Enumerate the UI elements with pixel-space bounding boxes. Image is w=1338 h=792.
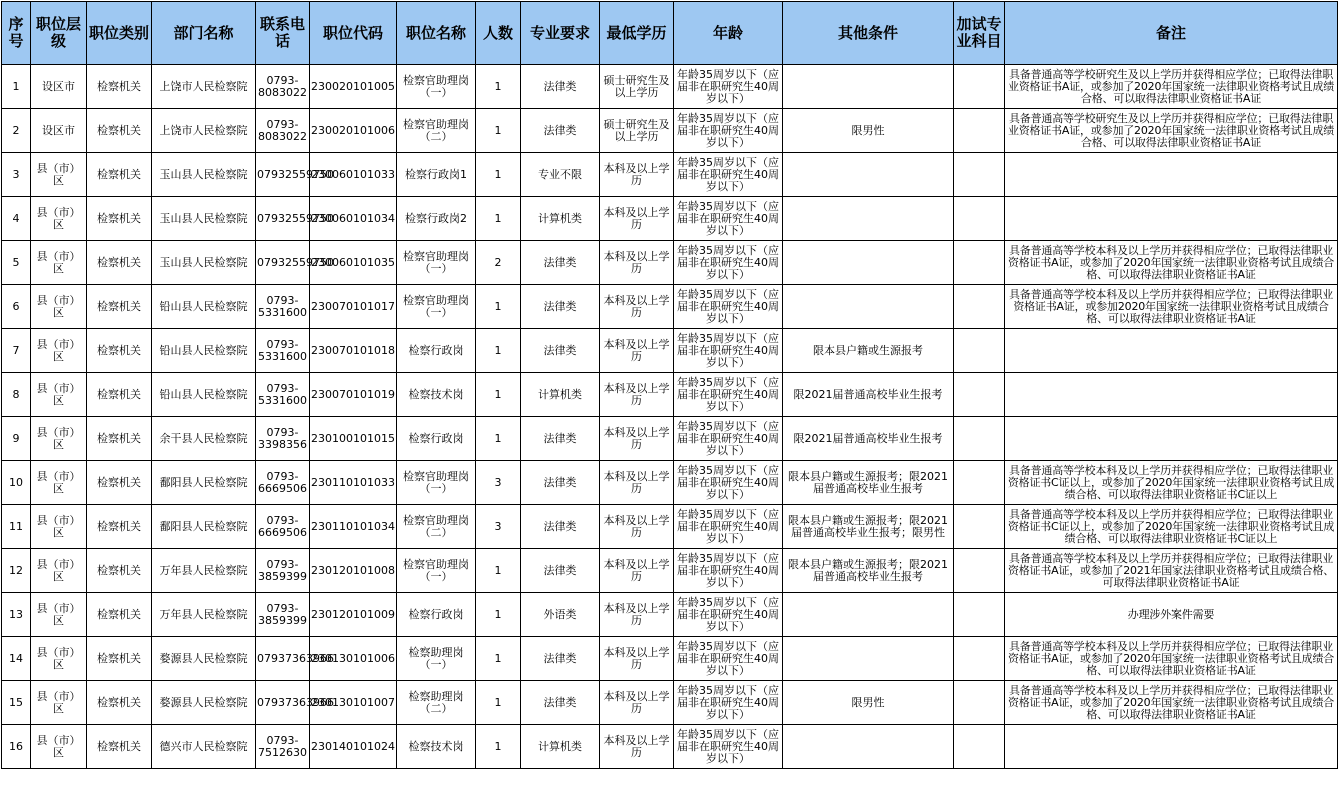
header-count: 人数 [476, 2, 521, 65]
cell-age: 年龄35周岁以下（应届非在职研究生40周岁以下） [674, 549, 783, 593]
cell-major: 计算机类 [521, 197, 600, 241]
cell-phone: 0793-8083022 [256, 109, 310, 153]
cell-seq: 11 [2, 505, 31, 549]
cell-category: 检察机关 [87, 725, 152, 769]
cell-exam [954, 153, 1005, 197]
cell-major: 法律类 [521, 329, 600, 373]
cell-edu: 本科及以上学历 [600, 329, 674, 373]
cell-code: 230060101034 [310, 197, 397, 241]
cell-age: 年龄35周岁以下（应届非在职研究生40周岁以下） [674, 153, 783, 197]
cell-edu: 本科及以上学历 [600, 285, 674, 329]
cell-code: 230110101033 [310, 461, 397, 505]
job-positions-table [1, 1, 1338, 769]
cell-exam [954, 197, 1005, 241]
header-phone: 联系电话 [256, 2, 310, 65]
cell-cond [783, 285, 954, 329]
cell-code: 230070101018 [310, 329, 397, 373]
header-dept: 部门名称 [152, 2, 256, 65]
header-age: 年龄 [674, 2, 783, 65]
cell-category: 检察机关 [87, 197, 152, 241]
cell-level: 县（市）区 [31, 637, 87, 681]
cell-edu: 本科及以上学历 [600, 637, 674, 681]
cell-cond: 限男性 [783, 681, 954, 725]
cell-edu: 本科及以上学历 [600, 725, 674, 769]
cell-age: 年龄35周岁以下（应届非在职研究生40周岁以下） [674, 373, 783, 417]
header-code: 职位代码 [310, 2, 397, 65]
cell-phone: 07932559750 [256, 197, 310, 241]
cell-phone: 07932559750 [256, 241, 310, 285]
cell-name: 检察行政岗 [397, 417, 476, 461]
cell-code: 230070101017 [310, 285, 397, 329]
cell-seq: 13 [2, 593, 31, 637]
cell-seq: 2 [2, 109, 31, 153]
cell-age: 年龄35周岁以下（应届非在职研究生40周岁以下） [674, 241, 783, 285]
cell-level: 县（市）区 [31, 329, 87, 373]
cell-note: 具备普通高等学校研究生及以上学历并获得相应学位；已取得法律职业资格证书A证，或参加了2020年国家统一法律职业资格考试且成绩合格、可以取得法律职业资格证书A证 [1005, 65, 1338, 109]
cell-note: 办理涉外案件需要 [1005, 593, 1338, 637]
cell-level: 县（市）区 [31, 549, 87, 593]
cell-cond [783, 65, 954, 109]
cell-age: 年龄35周岁以下（应届非在职研究生40周岁以下） [674, 285, 783, 329]
cell-name: 检察官助理岗（二） [397, 505, 476, 549]
cell-seq: 10 [2, 461, 31, 505]
cell-seq: 6 [2, 285, 31, 329]
header-major: 专业要求 [521, 2, 600, 65]
cell-name: 检察官助理岗（一） [397, 461, 476, 505]
cell-age: 年龄35周岁以下（应届非在职研究生40周岁以下） [674, 505, 783, 549]
cell-note [1005, 373, 1338, 417]
cell-code: 230130101007 [310, 681, 397, 725]
cell-dept: 余干县人民检察院 [152, 417, 256, 461]
cell-dept: 玉山县人民检察院 [152, 241, 256, 285]
table-row [2, 65, 1338, 109]
cell-count: 1 [476, 65, 521, 109]
cell-name: 检察官助理岗（二） [397, 109, 476, 153]
cell-seq: 9 [2, 417, 31, 461]
cell-seq: 3 [2, 153, 31, 197]
cell-edu: 本科及以上学历 [600, 417, 674, 461]
cell-count: 1 [476, 637, 521, 681]
cell-category: 检察机关 [87, 505, 152, 549]
header-row [2, 2, 1338, 65]
cell-category: 检察机关 [87, 637, 152, 681]
cell-seq: 14 [2, 637, 31, 681]
cell-cond [783, 241, 954, 285]
cell-level: 设区市 [31, 65, 87, 109]
cell-major: 计算机类 [521, 725, 600, 769]
cell-seq: 12 [2, 549, 31, 593]
table-header [2, 2, 1338, 65]
table-row [2, 241, 1338, 285]
cell-phone: 0793-7512630 [256, 725, 310, 769]
cell-level: 县（市）区 [31, 505, 87, 549]
cell-age: 年龄35周岁以下（应届非在职研究生40周岁以下） [674, 329, 783, 373]
cell-edu: 本科及以上学历 [600, 593, 674, 637]
header-exam: 加试专业科目 [954, 2, 1005, 65]
cell-major: 法律类 [521, 681, 600, 725]
cell-code: 230070101019 [310, 373, 397, 417]
table-row [2, 197, 1338, 241]
cell-count: 1 [476, 725, 521, 769]
cell-note [1005, 725, 1338, 769]
cell-category: 检察机关 [87, 153, 152, 197]
table-row [2, 637, 1338, 681]
cell-phone: 0793-6669506 [256, 461, 310, 505]
cell-age: 年龄35周岁以下（应届非在职研究生40周岁以下） [674, 725, 783, 769]
cell-major: 法律类 [521, 241, 600, 285]
table-row [2, 461, 1338, 505]
cell-category: 检察机关 [87, 593, 152, 637]
cell-note: 具备普通高等学校本科及以上学历并获得相应学位；已取得法律职业资格证书A证，或参加了2021年国家法律职业资格考试且成绩合格、可取得法律职业资格证书A证 [1005, 549, 1338, 593]
cell-note [1005, 329, 1338, 373]
cell-dept: 鄱阳县人民检察院 [152, 461, 256, 505]
cell-category: 检察机关 [87, 373, 152, 417]
cell-dept: 铅山县人民检察院 [152, 329, 256, 373]
cell-exam [954, 593, 1005, 637]
cell-edu: 本科及以上学历 [600, 373, 674, 417]
cell-phone: 0793-3859399 [256, 549, 310, 593]
table-row [2, 329, 1338, 373]
cell-cond: 限本县户籍或生源报考；限2021届普通高校毕业生报考；限男性 [783, 505, 954, 549]
cell-name: 检察助理岗（一） [397, 637, 476, 681]
cell-phone: 07932559750 [256, 153, 310, 197]
cell-seq: 15 [2, 681, 31, 725]
cell-note [1005, 153, 1338, 197]
cell-age: 年龄35周岁以下（应届非在职研究生40周岁以下） [674, 197, 783, 241]
cell-category: 检察机关 [87, 65, 152, 109]
cell-level: 县（市）区 [31, 681, 87, 725]
cell-category: 检察机关 [87, 681, 152, 725]
cell-exam [954, 241, 1005, 285]
cell-note: 具备普通高等学校本科及以上学历并获得相应学位；已取得法律职业资格证书A证，或参加了2020年国家统一法律职业资格考试且成绩合格、可以取得法律职业资格证书A证 [1005, 637, 1338, 681]
cell-edu: 本科及以上学历 [600, 681, 674, 725]
cell-category: 检察机关 [87, 109, 152, 153]
cell-dept: 德兴市人民检察院 [152, 725, 256, 769]
cell-note [1005, 197, 1338, 241]
cell-major: 法律类 [521, 461, 600, 505]
cell-exam [954, 549, 1005, 593]
header-category: 职位类别 [87, 2, 152, 65]
cell-note: 具备普通高等学校本科及以上学历并获得相应学位；已取得法律职业资格证书A证，或参加了2020年国家统一法律职业资格考试且成绩合格、可以取得法律职业资格证书A证 [1005, 681, 1338, 725]
cell-exam [954, 681, 1005, 725]
cell-name: 检察行政岗2 [397, 197, 476, 241]
table-row [2, 417, 1338, 461]
cell-phone: 0793-5331600 [256, 329, 310, 373]
cell-count: 1 [476, 549, 521, 593]
cell-code: 230060101035 [310, 241, 397, 285]
cell-level: 县（市）区 [31, 417, 87, 461]
cell-code: 230020101006 [310, 109, 397, 153]
cell-note: 具备普通高等学校本科及以上学历并获得相应学位；已取得法律职业资格证书A证，或参加2020年国家统一法律职业资格考试且成绩合格、可以取得法律职业资格证书A证 [1005, 285, 1338, 329]
cell-dept: 上饶市人民检察院 [152, 65, 256, 109]
cell-name: 检察官助理岗（一） [397, 65, 476, 109]
table-row [2, 593, 1338, 637]
cell-name: 检察官助理岗（一） [397, 285, 476, 329]
table-row [2, 285, 1338, 329]
header-cond: 其他条件 [783, 2, 954, 65]
cell-exam [954, 65, 1005, 109]
header-seq: 序号 [2, 2, 31, 65]
cell-exam [954, 417, 1005, 461]
cell-major: 法律类 [521, 505, 600, 549]
cell-code: 230060101033 [310, 153, 397, 197]
cell-level: 县（市）区 [31, 285, 87, 329]
cell-age: 年龄35周岁以下（应届非在职研究生40周岁以下） [674, 637, 783, 681]
cell-major: 法律类 [521, 417, 600, 461]
cell-note [1005, 417, 1338, 461]
cell-edu: 本科及以上学历 [600, 505, 674, 549]
cell-level: 县（市）区 [31, 373, 87, 417]
cell-phone: 0793-3398356 [256, 417, 310, 461]
cell-age: 年龄35周岁以下（应届非在职研究生40周岁以下） [674, 417, 783, 461]
cell-dept: 上饶市人民检察院 [152, 109, 256, 153]
cell-name: 检察行政岗1 [397, 153, 476, 197]
table-row [2, 373, 1338, 417]
cell-phone: 0793-8083022 [256, 65, 310, 109]
cell-exam [954, 725, 1005, 769]
cell-category: 检察机关 [87, 549, 152, 593]
cell-cond [783, 593, 954, 637]
cell-age: 年龄35周岁以下（应届非在职研究生40周岁以下） [674, 109, 783, 153]
cell-category: 检察机关 [87, 329, 152, 373]
cell-exam [954, 373, 1005, 417]
cell-phone: 07937363966 [256, 637, 310, 681]
cell-count: 1 [476, 373, 521, 417]
cell-count: 1 [476, 417, 521, 461]
cell-name: 检察官助理岗（一） [397, 549, 476, 593]
cell-count: 2 [476, 241, 521, 285]
cell-dept: 鄱阳县人民检察院 [152, 505, 256, 549]
cell-exam [954, 505, 1005, 549]
cell-exam [954, 461, 1005, 505]
cell-category: 检察机关 [87, 417, 152, 461]
cell-note: 具备普通高等学校本科及以上学历并获得相应学位；已取得法律职业资格证书C证以上，或参加了2020年国家统一法律职业资格考试且成绩合格、可以取得法律职业资格证书C证以上 [1005, 505, 1338, 549]
cell-count: 1 [476, 329, 521, 373]
header-note: 备注 [1005, 2, 1338, 65]
cell-seq: 1 [2, 65, 31, 109]
cell-phone: 0793-3859399 [256, 593, 310, 637]
cell-level: 设区市 [31, 109, 87, 153]
cell-phone: 0793-5331600 [256, 373, 310, 417]
cell-dept: 婺源县人民检察院 [152, 637, 256, 681]
cell-count: 1 [476, 285, 521, 329]
table-row [2, 505, 1338, 549]
cell-edu: 硕士研究生及以上学历 [600, 65, 674, 109]
cell-cond: 限2021届普通高校毕业生报考 [783, 373, 954, 417]
cell-major: 外语类 [521, 593, 600, 637]
cell-edu: 本科及以上学历 [600, 241, 674, 285]
cell-count: 1 [476, 593, 521, 637]
cell-cond [783, 725, 954, 769]
cell-code: 230120101009 [310, 593, 397, 637]
cell-exam [954, 329, 1005, 373]
cell-note: 具备普通高等学校研究生及以上学历并获得相应学位；已取得法律职业资格证书A证，或参加了2020年国家统一法律职业资格考试且成绩合格、可以取得法律职业资格证书A证 [1005, 109, 1338, 153]
cell-count: 1 [476, 681, 521, 725]
cell-level: 县（市）区 [31, 197, 87, 241]
cell-major: 法律类 [521, 549, 600, 593]
cell-code: 230020101005 [310, 65, 397, 109]
cell-major: 法律类 [521, 109, 600, 153]
cell-dept: 玉山县人民检察院 [152, 197, 256, 241]
cell-edu: 本科及以上学历 [600, 461, 674, 505]
cell-major: 专业不限 [521, 153, 600, 197]
cell-cond: 限本县户籍或生源报考；限2021届普通高校毕业生报考 [783, 549, 954, 593]
cell-count: 1 [476, 153, 521, 197]
cell-name: 检察行政岗 [397, 329, 476, 373]
cell-major: 法律类 [521, 285, 600, 329]
cell-age: 年龄35周岁以下（应届非在职研究生40周岁以下） [674, 593, 783, 637]
cell-level: 县（市）区 [31, 725, 87, 769]
table-row [2, 725, 1338, 769]
header-name: 职位名称 [397, 2, 476, 65]
cell-exam [954, 637, 1005, 681]
cell-cond [783, 153, 954, 197]
cell-note: 具备普通高等学校本科及以上学历并获得相应学位；已取得法律职业资格证书A证，或参加了2020年国家统一法律职业资格考试且成绩合格、可以取得法律职业资格证书A证 [1005, 241, 1338, 285]
cell-dept: 万年县人民检察院 [152, 593, 256, 637]
cell-age: 年龄35周岁以下（应届非在职研究生40周岁以下） [674, 65, 783, 109]
table-body [2, 65, 1338, 769]
cell-exam [954, 109, 1005, 153]
cell-code: 230110101034 [310, 505, 397, 549]
header-edu: 最低学历 [600, 2, 674, 65]
cell-cond [783, 637, 954, 681]
cell-count: 3 [476, 461, 521, 505]
cell-dept: 婺源县人民检察院 [152, 681, 256, 725]
cell-major: 计算机类 [521, 373, 600, 417]
cell-cond: 限2021届普通高校毕业生报考 [783, 417, 954, 461]
cell-category: 检察机关 [87, 285, 152, 329]
cell-seq: 8 [2, 373, 31, 417]
cell-seq: 5 [2, 241, 31, 285]
table-row [2, 153, 1338, 197]
cell-edu: 本科及以上学历 [600, 197, 674, 241]
cell-category: 检察机关 [87, 461, 152, 505]
cell-code: 230140101024 [310, 725, 397, 769]
cell-name: 检察助理岗（二） [397, 681, 476, 725]
cell-edu: 硕士研究生及以上学历 [600, 109, 674, 153]
cell-level: 县（市）区 [31, 241, 87, 285]
cell-seq: 7 [2, 329, 31, 373]
cell-cond: 限本县户籍或生源报考；限2021届普通高校毕业生报考 [783, 461, 954, 505]
cell-phone: 0793-6669506 [256, 505, 310, 549]
cell-cond: 限男性 [783, 109, 954, 153]
cell-exam [954, 285, 1005, 329]
cell-dept: 铅山县人民检察院 [152, 373, 256, 417]
cell-name: 检察技术岗 [397, 725, 476, 769]
cell-name: 检察官助理岗（一） [397, 241, 476, 285]
cell-level: 县（市）区 [31, 461, 87, 505]
cell-dept: 铅山县人民检察院 [152, 285, 256, 329]
cell-level: 县（市）区 [31, 153, 87, 197]
cell-cond: 限本县户籍或生源报考 [783, 329, 954, 373]
cell-edu: 本科及以上学历 [600, 549, 674, 593]
cell-dept: 玉山县人民检察院 [152, 153, 256, 197]
cell-note: 具备普通高等学校本科及以上学历并获得相应学位；已取得法律职业资格证书C证以上，或参加了2020年国家统一法律职业资格考试且成绩合格、可以取得法律职业资格证书C证以上 [1005, 461, 1338, 505]
cell-name: 检察技术岗 [397, 373, 476, 417]
cell-category: 检察机关 [87, 241, 152, 285]
cell-major: 法律类 [521, 637, 600, 681]
cell-major: 法律类 [521, 65, 600, 109]
cell-age: 年龄35周岁以下（应届非在职研究生40周岁以下） [674, 461, 783, 505]
cell-name: 检察行政岗 [397, 593, 476, 637]
header-level: 职位层级 [31, 2, 87, 65]
cell-code: 230120101008 [310, 549, 397, 593]
cell-edu: 本科及以上学历 [600, 153, 674, 197]
cell-age: 年龄35周岁以下（应届非在职研究生40周岁以下） [674, 681, 783, 725]
cell-count: 1 [476, 109, 521, 153]
cell-level: 县（市）区 [31, 593, 87, 637]
cell-dept: 万年县人民检察院 [152, 549, 256, 593]
cell-cond [783, 197, 954, 241]
table-row [2, 549, 1338, 593]
cell-count: 1 [476, 197, 521, 241]
cell-code: 230100101015 [310, 417, 397, 461]
cell-count: 3 [476, 505, 521, 549]
table-row [2, 109, 1338, 153]
table-row [2, 681, 1338, 725]
cell-seq: 16 [2, 725, 31, 769]
cell-phone: 0793-5331600 [256, 285, 310, 329]
cell-phone: 07937363966 [256, 681, 310, 725]
cell-seq: 4 [2, 197, 31, 241]
cell-code: 230130101006 [310, 637, 397, 681]
